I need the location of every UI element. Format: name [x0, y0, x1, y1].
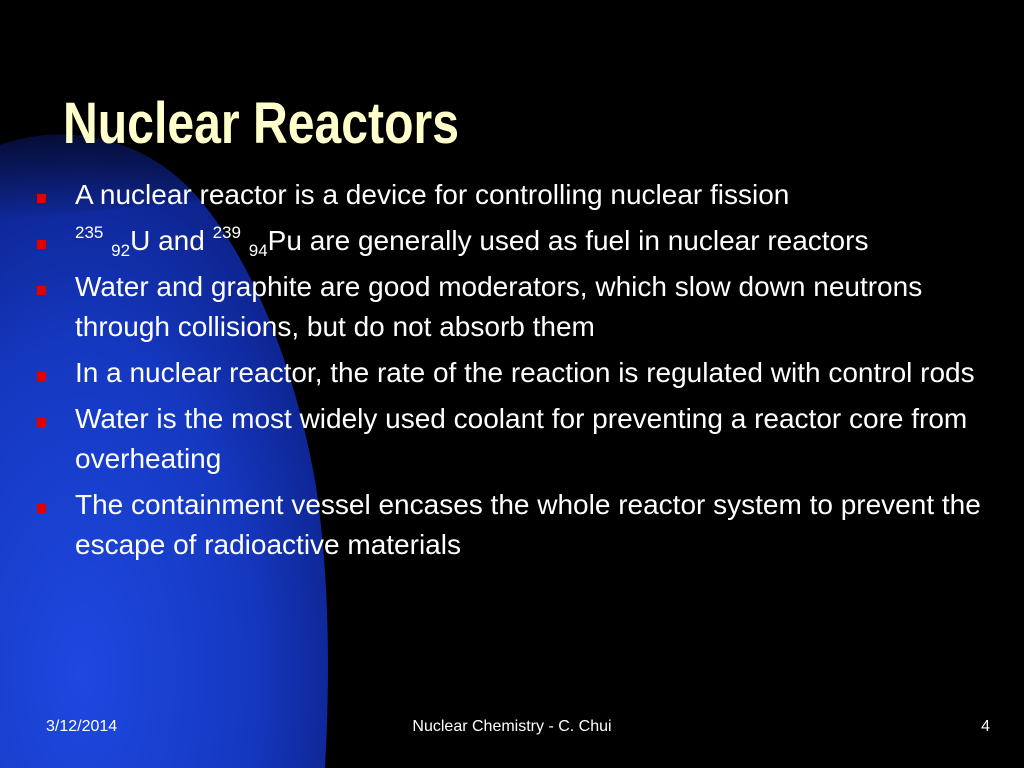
bullet-square-icon	[37, 194, 46, 203]
uranium-mass-number: 235	[75, 223, 104, 242]
bullet-square-icon	[37, 418, 46, 427]
footer-date: 3/12/2014	[46, 718, 118, 735]
bullet-square-icon	[37, 504, 46, 513]
bullet-square-icon	[37, 372, 46, 381]
bullet-text	[75, 223, 869, 260]
bullet-text: Water is the most widely used coolant for preventing a reactor core from overheating	[75, 403, 968, 474]
uranium-symbol: U	[130, 225, 151, 256]
plutonium-mass-number: 239	[212, 223, 241, 242]
bullet-text: In a nuclear reactor, the rate of the reaction is regulated with control rods	[75, 357, 975, 388]
bullet-list	[37, 175, 997, 571]
bullet-text: A nuclear reactor is a device for controlling nuclear fission	[75, 179, 790, 210]
plutonium-symbol: Pu	[267, 225, 302, 256]
footer-slide-number: 4	[981, 718, 990, 735]
bullet-item	[37, 399, 997, 479]
footer-presentation-title: Nuclear Chemistry - C. Chui	[412, 718, 612, 735]
uranium-atomic-number: 92	[111, 241, 131, 260]
plutonium-atomic-number: 94	[248, 241, 268, 260]
isotope-joiner: and	[150, 225, 213, 256]
bullet-item	[37, 221, 997, 261]
bullet-square-icon	[37, 286, 46, 295]
bullet-item	[37, 175, 997, 215]
bullet-item	[37, 267, 997, 347]
bullet-item	[37, 485, 997, 565]
bullet-text: Water and graphite are good moderators, which slow down neutrons through collisions, but do not absorb them	[75, 271, 923, 342]
bullet-text: The containment vessel encases the whole reactor system to prevent the escape of radioactive materials	[75, 489, 981, 560]
bullet-square-icon	[37, 240, 46, 249]
fuel-sentence-rest: are generally used as fuel in nuclear reactors	[301, 225, 869, 256]
bullet-item	[37, 353, 997, 393]
slide-title: Nuclear Reactors	[63, 91, 460, 156]
